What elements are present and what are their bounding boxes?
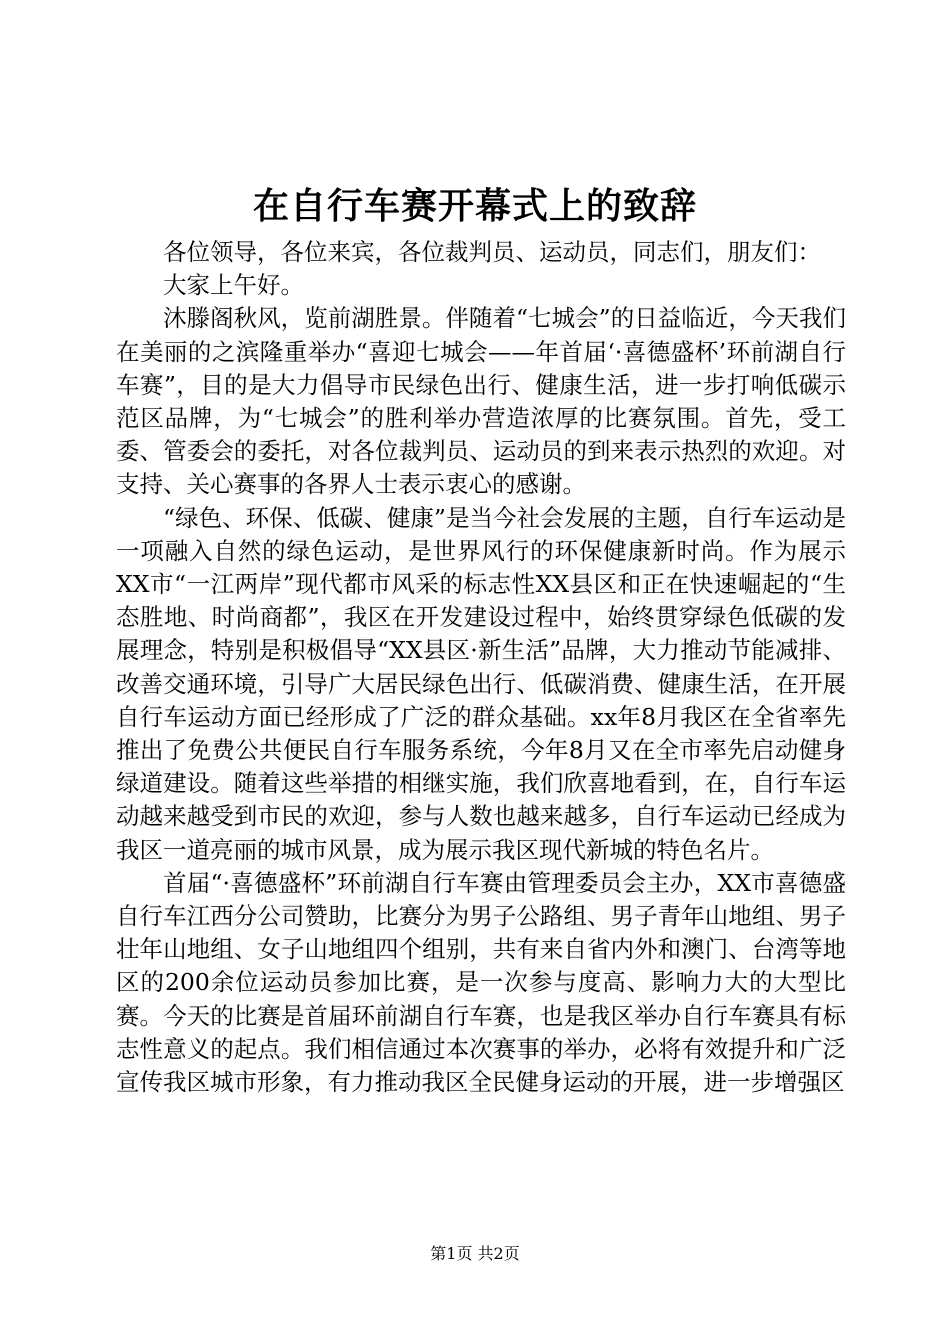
document-body	[116, 236, 846, 1099]
paragraph-theme: “绿色、环保、低碳、健康”是当今社会发展的主题，自行车运动是一项融入自然的绿色运动，是世界风行的环保健康新时尚。作为展示XX市“一江两岸”现代都市风采的标志性XX县区和正在快速崛起的“生态胜地、时尚商都”，我区在开发建设过程中，始终贯穿绿色低碳的发展理念，特别是积极倡导“XX县区·新生活”品牌，大力推动节能减排、改善交通环境，引导广大居民绿色出行、低碳消费、健康生活，在开展自行车运动方面已经形成了广泛的群众基础。xx年8月我区在全省率先推出了免费公共便民自行车服务系统，今年8月又在全市率先启动健身绿道建设。随着这些举措的相继实施，我们欣喜地看到，在，自行车运动越来越受到市民的欢迎，参与人数也越来越多，自行车运动已经成为我区一道亮丽的城市风景，成为展示我区现代新城的特色名片。	[116, 503, 846, 864]
paragraph-greeting: 大家上午好。	[163, 271, 304, 300]
paragraph-salutation: 各位领导，各位来宾，各位裁判员、运动员，同志们，朋友们：	[163, 238, 821, 266]
document-title: 在自行车赛开幕式上的致辞	[252, 185, 697, 227]
paragraph-event-details: 首届“·喜德盛杯”环前湖自行车赛由管理委员会主办，XX市喜德盛自行车江西分公司赞助，比赛分为男子公路组、男子青年山地组、男子壮年山地组、女子山地组四个组别，共有来自省内外和澳门、台湾等地区的200余位运动员参加比赛，是一次参与度高、影响力大的大型比赛。今天的比赛是首届环前湖自行车赛，也是我区举办自行车赛具有标志性意义的起点。我们相信通过本次赛事的举办，必将有效提升和广泛宣传我区城市形象，有力推动我区全民健身运动的开展，进一步增强区	[116, 868, 846, 1097]
page-number-footer: 第1页 共2页	[430, 1244, 520, 1263]
paragraph-opening: 沐滕阁秋风，览前湖胜景。伴随着“七城会”的日益临近，今天我们在美丽的之滨隆重举办“喜迎七城会——年首届‘·喜德盛杯’环前湖自行车赛”，目的是大力倡导市民绿色出行、健康生活，进一步打响低碳示范区品牌，为“七城会”的胜利举办营造浓厚的比赛氛围。首先，受工委、管委会的委托，对各位裁判员、运动员的到来表示热烈的欢迎。对支持、关心赛事的各界人士表示衷心的感谢。	[116, 304, 846, 499]
